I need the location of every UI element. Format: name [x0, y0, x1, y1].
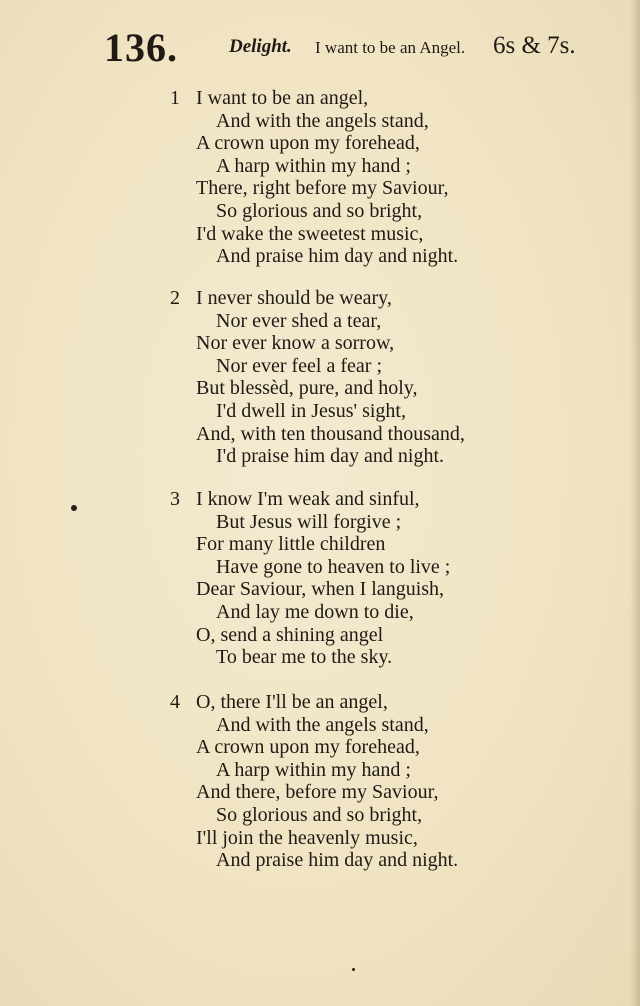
verse-line: To bear me to the sky.	[216, 646, 393, 668]
verse-line: I know I'm weak and sinful,	[196, 488, 420, 510]
verse-line: A crown upon my forehead,	[196, 736, 420, 758]
verse-line: I'll join the heavenly music,	[196, 827, 418, 849]
hymn-meter: 6s & 7s.	[493, 32, 576, 59]
verse-line: A harp within my hand ;	[216, 155, 411, 177]
verse-line: But Jesus will forgive ;	[216, 511, 402, 533]
verse-line: And with the angels stand,	[216, 110, 429, 132]
verse-line: And praise him day and night.	[216, 849, 459, 871]
hymn-title: I want to be an Angel.	[315, 38, 466, 57]
page-edge-shadow	[630, 0, 640, 1006]
stanza-number: 3	[170, 488, 180, 510]
verse-line: A crown upon my forehead,	[196, 132, 420, 154]
verse-line: For many little children	[196, 533, 386, 555]
verse-line: O, send a shining angel	[196, 624, 384, 646]
verse-line: So glorious and so bright,	[216, 804, 423, 826]
verse-line: There, right before my Saviour,	[196, 177, 449, 199]
tune-name: Delight.	[229, 36, 292, 57]
verse-line: And with the angels stand,	[216, 714, 429, 736]
verse-line: So glorious and so bright,	[216, 200, 423, 222]
verse-line: I'd praise him day and night.	[216, 445, 444, 467]
stanza-number: 2	[170, 287, 180, 309]
verse-line: I'd wake the sweetest music,	[196, 223, 424, 245]
verse-line: I never should be weary,	[196, 287, 392, 309]
page-header	[0, 0, 640, 80]
stanza-number: 1	[170, 87, 180, 109]
verse-line: Nor ever shed a tear,	[216, 310, 382, 332]
verse-line: O, there I'll be an angel,	[196, 691, 388, 713]
verse-line: Dear Saviour, when I languish,	[196, 578, 445, 600]
ink-speck	[71, 505, 77, 511]
hymn-number: 136.	[104, 25, 178, 70]
verse-line: Have gone to heaven to live ;	[216, 556, 451, 578]
stanza-number: 4	[170, 691, 180, 713]
verse-line: Nor ever feel a fear ;	[216, 355, 382, 377]
verse-line: I'd dwell in Jesus' sight,	[216, 400, 406, 422]
verse-line: But blessèd, pure, and holy,	[196, 377, 418, 399]
ink-speck	[352, 968, 355, 971]
verse-line: And praise him day and night.	[216, 245, 459, 267]
verse-line: Nor ever know a sorrow,	[196, 332, 395, 354]
verse-line: And lay me down to die,	[216, 601, 414, 623]
verse-line: A harp within my hand ;	[216, 759, 411, 781]
verse-line: And, with ten thousand thousand,	[196, 423, 465, 445]
verse-line: I want to be an angel,	[196, 87, 369, 109]
verse-line: And there, before my Saviour,	[196, 781, 439, 803]
